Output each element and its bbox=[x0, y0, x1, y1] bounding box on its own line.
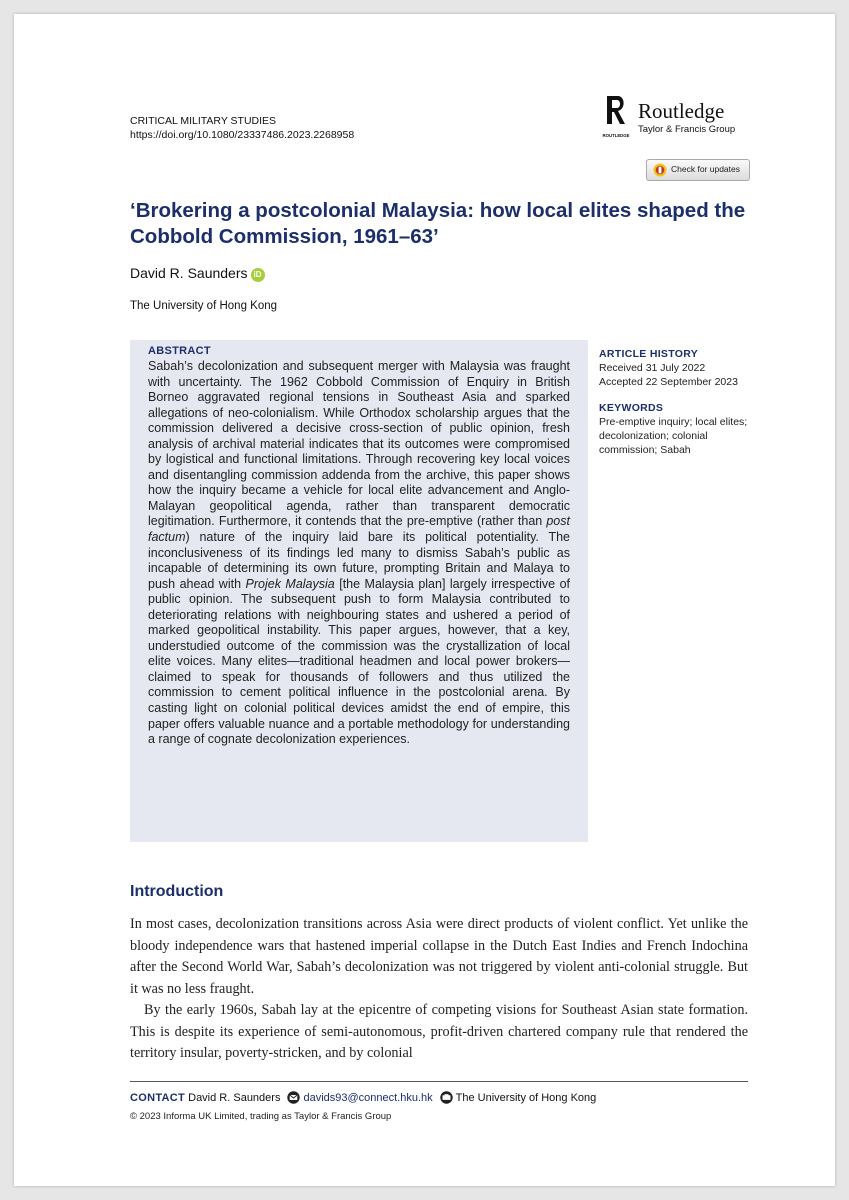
footer-divider bbox=[130, 1081, 748, 1082]
abstract-emphasis: Projek Malaysia bbox=[245, 576, 335, 591]
updates-icon bbox=[653, 163, 667, 177]
author-line bbox=[130, 264, 265, 282]
article-sidebar bbox=[599, 347, 759, 457]
received-date: Received 31 July 2022 bbox=[599, 362, 706, 374]
check-for-updates-label: Check for updates bbox=[671, 164, 740, 174]
abstract-text-part: ) nature of the inquiry laid bare its political potentiality. The inconclusiveness of its findings led many to dismiss Sabah’s public as incapable of determining its own future, prompting Britain and Malaya to push ahead with bbox=[148, 530, 570, 591]
contact-institution: The University of Hong Kong bbox=[455, 1092, 597, 1104]
institution-icon bbox=[439, 1091, 454, 1104]
abstract-text-part: Sabah’s decolonization and subsequent merger with Malaysia was fraught with uncertainty. The 1962 Cobbold Commission of Enquiry in British Borneo aggravated regional tensions in Southeast Asia and sparked allegations of neo-colonialism. While Orthodox scholarship argues that the commission delivered a decisive cross-section of public opinion, fresh analysis of archival material indicates that its outcomes were compromised by logistical and functional limitations. Through recovering key local voices and disentangling commission addenda from the archive, this paper shows how the inquiry became a vehicle for local elite advancement and Anglo-Malayan geopolitical agenda, rather than transparent democratic legitimation. Furthermore, it contends that the pre-emptive (rather than bbox=[148, 359, 570, 529]
contact-line bbox=[130, 1091, 596, 1105]
article-title: ‘Brokering a postcolonial Malaysia: how local elites shaped the Cobbold Commission, 1961–63’ bbox=[130, 199, 746, 248]
orcid-icon[interactable]: iD bbox=[251, 268, 265, 282]
author-affiliation: The University of Hong Kong bbox=[130, 300, 278, 312]
publisher-group: Taylor & Francis Group bbox=[638, 124, 736, 135]
routledge-logo bbox=[602, 94, 755, 139]
abstract-heading: ABSTRACT bbox=[148, 345, 211, 357]
introduction-body bbox=[130, 914, 748, 1065]
abstract-text-part: [the Malaysia plan] largely irrespective of public opinion. The subsequent push to form Malaysia contributed to deteriorating relations with neighbouring states and ushered a period of marked geopolitical instability. This paper argues, however, that a key, understudied outcome of the commission was the crystallization of local elite voices. Many elites—traditional headmen and local power brokers—claimed to speak for thousands of followers and thus utilized the commission to cement political influence in the postcolonial arena. By casting light on colonial political devices amidst the end of empire, this paper offers valuable nuance and a portable methodology for understanding a range of cognate decolonization experiences. bbox=[148, 576, 571, 747]
email-icon bbox=[286, 1091, 301, 1104]
publisher-name: Routledge bbox=[638, 99, 725, 123]
abstract-emphasis: post factum bbox=[148, 514, 570, 545]
check-for-updates-button[interactable] bbox=[646, 159, 750, 181]
journal-name: CRITICAL MILITARY STUDIES bbox=[130, 115, 277, 127]
article-history-heading: ARTICLE HISTORY bbox=[599, 348, 699, 360]
contact-name: David R. Saunders bbox=[188, 1092, 281, 1104]
article-page bbox=[14, 14, 835, 1186]
copyright-notice: © 2023 Informa UK Limited, trading as Taylor & Francis Group bbox=[130, 1111, 392, 1122]
author-name[interactable]: David R. Saunders bbox=[130, 265, 248, 281]
abstract-box bbox=[130, 340, 588, 842]
contact-email[interactable]: davids93@connect.hku.hk bbox=[303, 1092, 433, 1104]
accepted-date: Accepted 22 September 2023 bbox=[599, 376, 738, 388]
introduction-heading: Introduction bbox=[130, 883, 224, 900]
body-paragraph: In most cases, decolonization transitions across Asia were direct products of violent conflict. Yet unlike the bloody independence wars that hastened imperial collapse in the Dutch East Indies and French Indochina after the Second World War, Sabah’s decolonization was not triggered by violent anti-colonial struggle. But it was no less fraught. bbox=[130, 916, 748, 997]
doi-link[interactable]: https://doi.org/10.1080/23337486.2023.2268958 bbox=[130, 129, 355, 141]
body-paragraph: By the early 1960s, Sabah lay at the epicentre of competing visions for Southeast Asian state formation. This is despite its experience of semi-autonomous, profit-driven chartered company rule that rendered the territory insular, poverty-stricken, and by colonial bbox=[130, 1002, 748, 1061]
contact-label: CONTACT bbox=[130, 1092, 186, 1104]
abstract-text bbox=[148, 359, 570, 748]
keywords-list: Pre-emptive inquiry; local elites; decolonization; colonial commission; Sabah bbox=[599, 416, 748, 456]
logo-vertical-text: ROUTLEDGE bbox=[602, 133, 630, 138]
keywords-heading: KEYWORDS bbox=[599, 402, 664, 414]
routledge-r-icon bbox=[602, 94, 630, 138]
